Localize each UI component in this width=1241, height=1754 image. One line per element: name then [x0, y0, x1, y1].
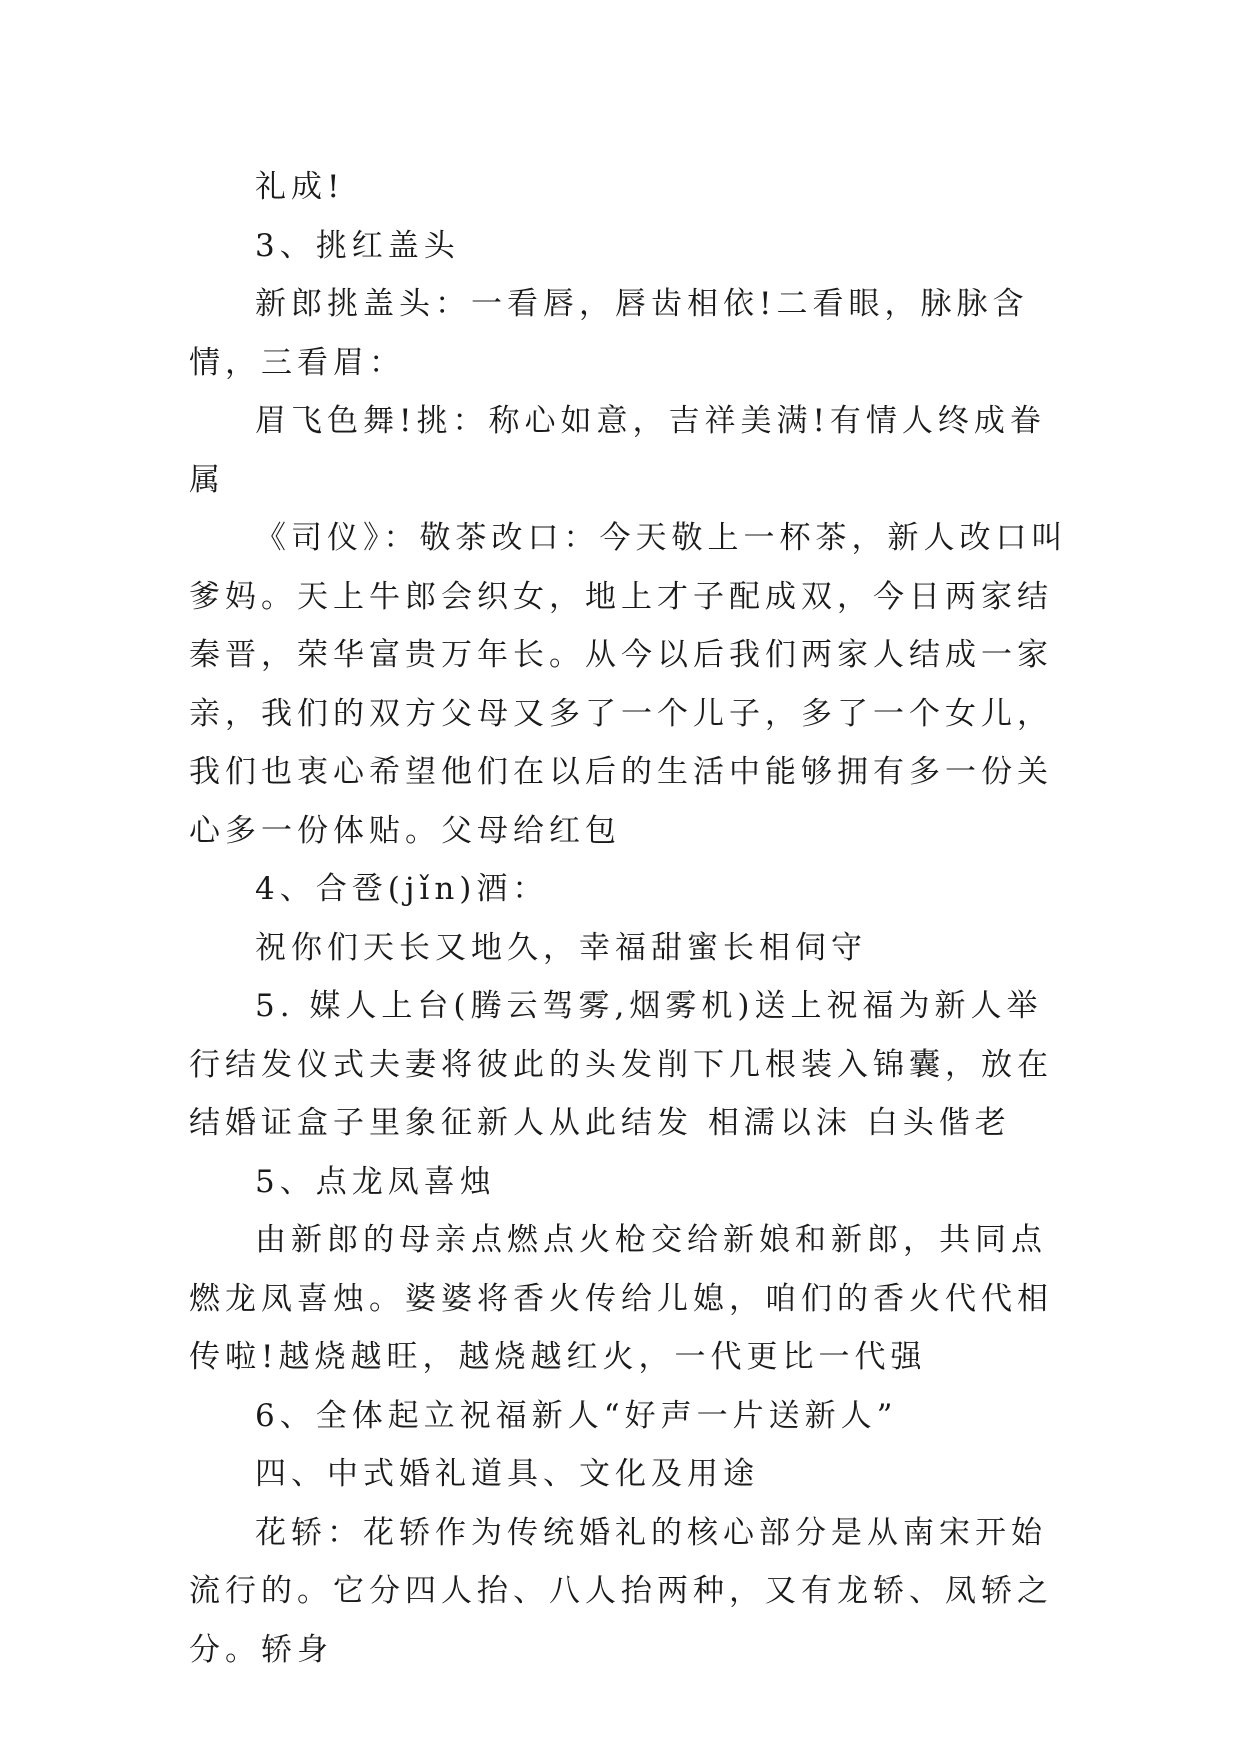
paragraph-candle-lighting: 由新郎的母亲点燃点火枪交给新娘和新郎，共同点燃龙凤喜烛。婆婆将香火传给儿媳，咱们的香火代代相传啦!越烧越旺，越烧越红火，一代更比一代强	[189, 1222, 1053, 1375]
heading-section-four: 四、中式婚礼道具、文化及用途	[255, 1456, 759, 1492]
heading-dragon-phoenix-candles: 5、点龙凤喜烛	[255, 1163, 496, 1200]
heading-lift-veil: 3、挑红盖头	[255, 227, 460, 264]
paragraph-officiant-tea: 《司仪》：敬茶改口：今天敬上一杯茶，新人改口叫爹妈。天上牛郎会织女，地上才子配成双，今日两家结秦晋，荣华富贵万年长。从今以后我们两家人结成一家亲，我们的双方父母又多了一个儿子，多了一个女儿，我们也衷心希望他们在以后的生活中能够拥有多一份关心多一份体贴。父母给红包	[189, 520, 1068, 849]
heading-all-stand: 6、全体起立祝福新人“好声一片送新人”	[255, 1397, 898, 1434]
paragraph-blessing: 祝你们天长又地久，幸福甜蜜长相伺守	[255, 929, 867, 966]
paragraph-ceremony-complete: 礼成!	[255, 169, 345, 205]
paragraph-matchmaker: 5. 媒人上台(腾云驾雾,烟雾机)送上祝福为新人举行结发仪式夫妻将彼此的头发削下几根装入锦囊，放在结婚证盒子里象征新人从此结发 相濡以沫 白头偕老	[189, 988, 1053, 1141]
heading-wedding-wine: 4、合卺(jǐn)酒：	[255, 871, 549, 907]
paragraph-groom-lifts-veil: 新郎挑盖头：一看唇，唇齿相依!二看眼，脉脉含情，三看眉：	[189, 286, 1029, 381]
paragraph-sedan-chair: 花轿：花轿作为传统婚礼的核心部分是从南宋开始流行的。它分四人抬、八人抬两种，又有龙轿、凤轿之分。轿身	[189, 1514, 1053, 1668]
paragraph-eyebrows-dance: 眉飞色舞!挑：称心如意，吉祥美满!有情人终成眷属	[189, 403, 1046, 498]
document-body	[189, 158, 1071, 1679]
